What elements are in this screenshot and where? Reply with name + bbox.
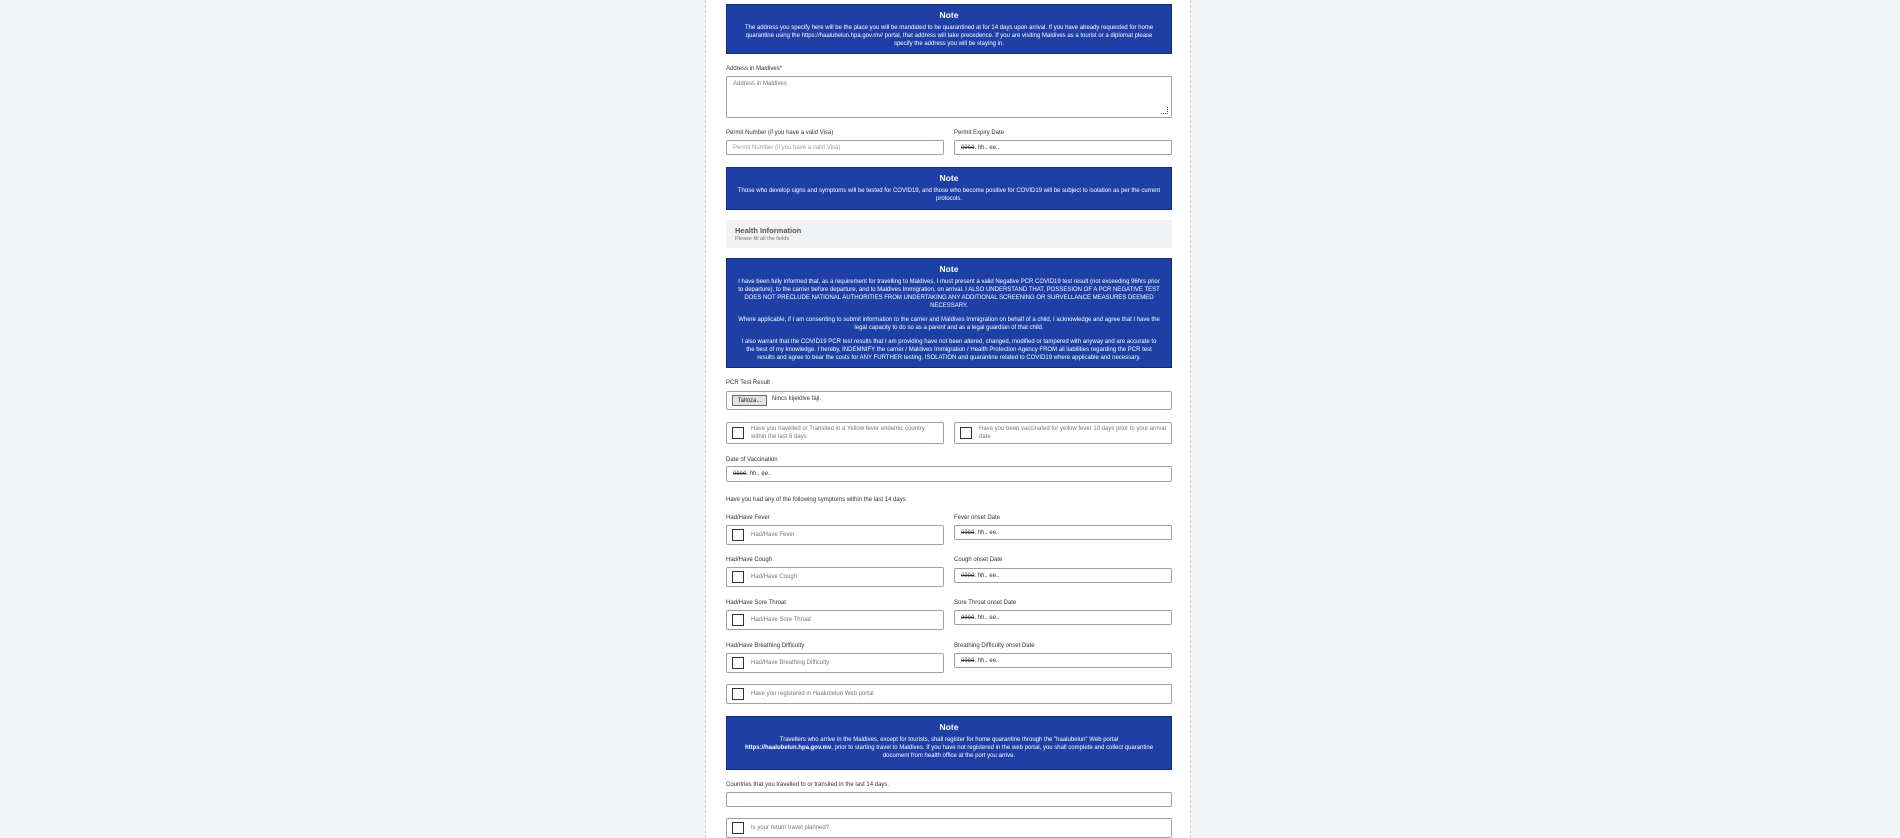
haalubelun-registered-checkbox[interactable] [732, 688, 744, 700]
note-body: The address you specify here will be the place you will be mandated to be quarantined at for 14 days upon arrival. If you have already requested for home quarantine using the https://haalubelun.hpa.gov.mv/ portal, that address will take precedence. If you are visiting Maldives as a tourist or a diplomat please specify the address you will be staying in. [744, 25, 1154, 47]
checkbox-label: Is your return travel planned? [751, 825, 830, 831]
form-card [705, 0, 1191, 838]
checkbox-label: Have you been vaccinated for yellow fever 10 days prior to your arrival date [979, 426, 1167, 440]
section-title: Health Information [735, 226, 802, 235]
date-year: ëëëë [961, 657, 975, 664]
haalubelun-registered-checkbox-field[interactable] [726, 684, 1172, 704]
sore-throat-onset-date-input[interactable] [954, 610, 1172, 625]
note-body: Those who develop signs and symptoms will be tested for COVID19, and those who become positive for COVID19 will be subject to isolation as per the current protocols. [737, 188, 1161, 202]
note-title: Note [939, 264, 959, 274]
note-text: , prior to starting travel to Maldives. If you have not registered in the web portal, you shall complete and collect quarantine document from health office at the port you arrive. [831, 745, 1154, 759]
note-title: Note [939, 722, 959, 732]
address-label: Address in Maldives* [726, 66, 783, 72]
note-title: Note [939, 10, 959, 20]
date-rest: . hh.. ee.. [974, 657, 1000, 664]
countries-input[interactable] [726, 792, 1172, 807]
note-title: Note [939, 173, 959, 183]
browse-button[interactable]: Tallóza... [732, 395, 767, 406]
fever-onset-label: Fever onset Date [954, 515, 1001, 521]
haalubelun-link[interactable]: https://haalubelun.hpa.gov.mv [744, 745, 832, 751]
home-quarantine-note [726, 716, 1172, 770]
cough-label: Had/Have Cough [726, 557, 773, 563]
section-subtitle: Please fill all the fields [735, 236, 790, 242]
vaccination-date-label: Date of Vaccination [726, 457, 778, 463]
date-rest: . hh.. ee.. [974, 144, 1000, 151]
pcr-file-input[interactable] [726, 391, 1172, 410]
permit-number-input[interactable]: Permit Number (if you have a valid Visa) [726, 140, 944, 155]
date-rest: . hh.. ee.. [974, 529, 1000, 536]
date-rest: . hh.. ee.. [746, 471, 772, 477]
fever-onset-date-input[interactable] [954, 525, 1172, 540]
yellow-fever-vaccinated-checkbox-field[interactable] [954, 422, 1172, 444]
note-body [737, 736, 1161, 760]
cough-checkbox-field[interactable] [726, 567, 944, 587]
fever-label: Had/Have Fever [726, 515, 770, 521]
breathing-difficulty-label: Had/Have Breathing Difficulty [726, 643, 805, 649]
sore-throat-label: Had/Have Sore Throat [726, 600, 786, 606]
yellow-fever-travel-checkbox[interactable] [732, 427, 744, 439]
yellow-fever-vaccinated-checkbox[interactable] [960, 427, 972, 439]
health-information-section [726, 220, 1172, 248]
file-status: Nincs kijelölve fájl. [772, 396, 822, 402]
checkbox-label: Had/Have Breathing Difficulty [751, 660, 830, 666]
date-year: ëëëë [961, 614, 975, 621]
note-text: Travellers who arrive in the Maldives, except for tourists, shall register for home quarantine through the "haalubelun" Web portal [779, 737, 1119, 743]
date-year: ëëëë [961, 572, 975, 579]
cough-checkbox[interactable] [732, 571, 744, 583]
note-paragraph: Where applicable, if I am consenting to submit information to the carrier and Maldives Immigration on behalf of a child, I acknowledge and agree that I have the legal capacity to do so as a parent and as a legal guardian of that child. [738, 317, 1160, 331]
permit-expiry-label: Permit Expiry Date [954, 130, 1005, 136]
note-body [737, 278, 1161, 362]
checkbox-label: Have you travelled or Transited in a Yellow fever endemic country within the last 6 days [751, 426, 925, 440]
fever-checkbox-field[interactable] [726, 525, 944, 545]
permit-number-label: Permit Number (if you have a valid Visa) [726, 130, 834, 136]
quarantine-address-note [726, 4, 1172, 54]
breathing-difficulty-onset-label: Breathing Difficulty onset Date [954, 643, 1035, 649]
cough-onset-date-input[interactable] [954, 568, 1172, 583]
address-textarea[interactable] [726, 76, 1172, 118]
pcr-test-result-label: PCR Test Result [726, 380, 770, 386]
symptoms-testing-note [726, 167, 1172, 210]
return-travel-checkbox[interactable] [732, 822, 744, 834]
date-year: ëëëë [733, 471, 747, 477]
breathing-difficulty-checkbox[interactable] [732, 657, 744, 669]
note-paragraph: I have been fully informed that, as a requirement for travelling to Maldives, I must present a valid Negative PCR COVID19 test result (not exceeding 96hrs prior to departure), to the carrier before departure, and to Maldives Immigration, on arrival. I ALSO UNDERSTAND THAT, POSSESION OF A PCR NEGATIVE TEST DOES NOT PRECLUDE NATIONAL AUTHORITIES FROM UNDERTAKING ANY ADDITIONAL SCREENING OR SURVELLANCE MEASURES DEEMED NECESSARY. [738, 279, 1160, 309]
sore-throat-checkbox-field[interactable] [726, 610, 944, 630]
breathing-difficulty-onset-date-input[interactable] [954, 653, 1172, 668]
checkbox-label: Had/Have Cough [751, 574, 798, 580]
date-rest: . hh.. ee.. [974, 572, 1000, 579]
yellow-fever-travel-checkbox-field[interactable] [726, 422, 944, 444]
fever-checkbox[interactable] [732, 529, 744, 541]
vaccination-date-input[interactable] [726, 466, 1172, 482]
sore-throat-checkbox[interactable] [732, 614, 744, 626]
date-year: ëëëë [961, 529, 975, 536]
date-year: ëëëë [961, 144, 975, 151]
pcr-declaration-note [726, 258, 1172, 368]
checkbox-label: Have you registered in Haalubelun Web portal [751, 691, 874, 697]
sore-throat-onset-label: Sore Throat onset Date [954, 600, 1017, 606]
date-rest: . hh.. ee.. [974, 614, 1000, 621]
resize-grip-icon[interactable] [1162, 108, 1170, 116]
checkbox-label: Had/Have Sore Throat [751, 617, 811, 623]
countries-label: Countries that you travelled to or transited in the last 14 days. [726, 782, 890, 788]
cough-onset-label: Cough onset Date [954, 557, 1003, 563]
breathing-difficulty-checkbox-field[interactable] [726, 653, 944, 673]
note-paragraph: I also warrant that the COVID19 PCR test results that I am providing have not been altered, changed, modified or tampered with anyway and are accurate to the best of my knowledge. I hereby, INDEMNIFY the carrier / Maldives Immigration / Health Protection Agency FROM all liabilities regarding the PCR test results and agree to bear the costs for ANY FURTHER testing, ISOLATION and quarantine related to COVID19 where applicable and necessary. [741, 339, 1157, 361]
checkbox-label: Had/Have Fever [751, 532, 795, 538]
symptoms-question: Have you had any of the following symptoms within the last 14 days [726, 497, 906, 503]
permit-expiry-date-input[interactable] [954, 140, 1172, 155]
return-travel-checkbox-field[interactable] [726, 818, 1172, 838]
